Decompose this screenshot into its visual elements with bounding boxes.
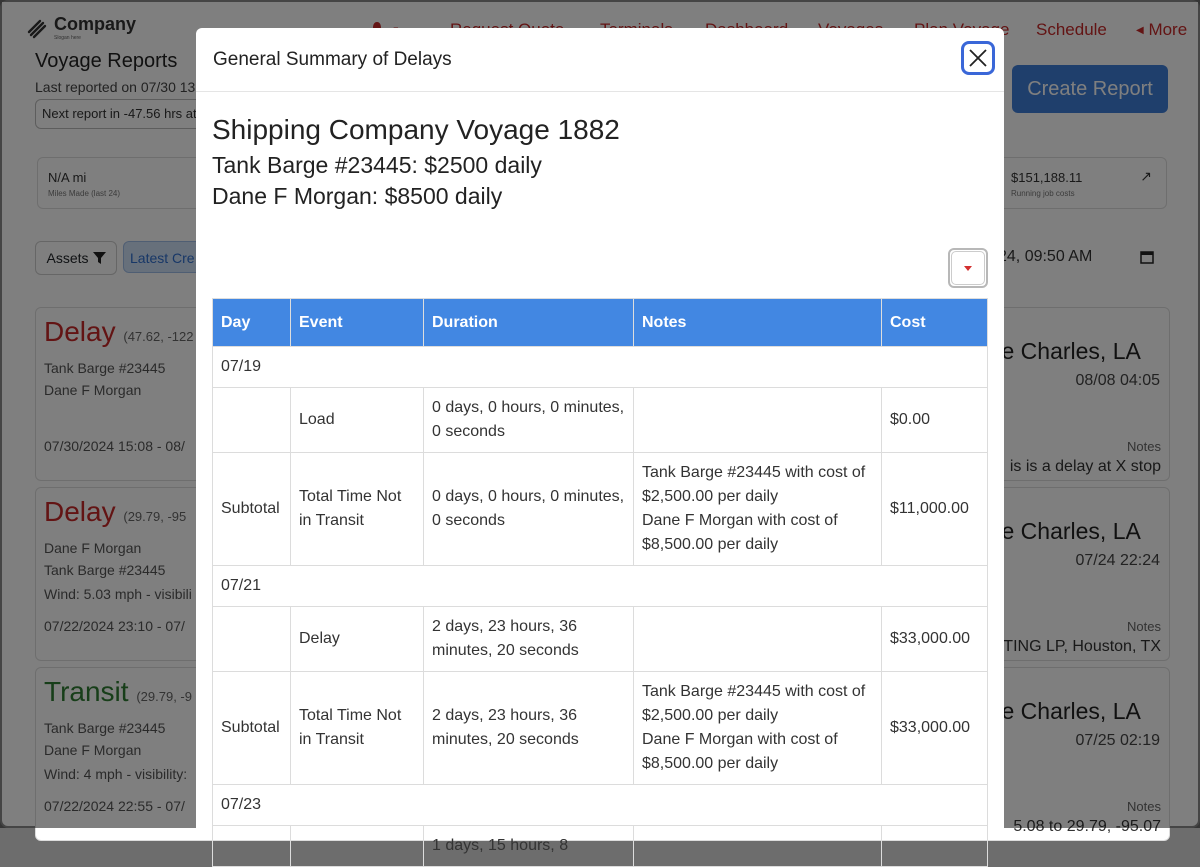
note-line: Tank Barge #23445 with cost of $2,500.00 per daily [642,464,866,505]
voyage-title: Shipping Company Voyage 1882 [212,114,620,145]
day-group-label: 07/23 [213,785,988,826]
modal-header [196,28,1004,92]
day-group-label: 07/21 [213,566,988,607]
column-header-event[interactable]: Event [291,299,424,347]
delay-summary-table [212,298,988,867]
cell-duration: 0 days, 0 hours, 0 minutes, 0 seconds [424,453,634,566]
cell-notes [634,388,882,453]
column-header-day[interactable]: Day [213,299,291,347]
subtotal-row [213,672,988,785]
cell-duration: 2 days, 23 hours, 36 minutes, 20 seconds [424,672,634,785]
rate-line: Dane F Morgan: $8500 daily [212,183,503,209]
cell-day [213,607,291,672]
cell-event: Load [291,388,424,453]
close-button[interactable] [961,41,995,75]
table-row [213,607,988,672]
caret-down-icon [964,266,972,271]
delay-summary-modal [196,28,1004,854]
column-header-cost[interactable]: Cost [882,299,988,347]
cell-event: Total Time Not in Transit [291,672,424,785]
cell-day [213,388,291,453]
day-group-row [213,785,988,826]
cell-duration: 0 days, 0 hours, 0 minutes, 0 seconds [424,388,634,453]
cell-day [213,826,291,867]
note-line: Tank Barge #23445 with cost of $2,500.00 per daily [642,683,866,724]
cell-duration: 2 days, 23 hours, 36 minutes, 20 seconds [424,607,634,672]
modal-body [196,114,1004,854]
cell-day: Subtotal [213,672,291,785]
cell-cost: $0.00 [882,388,988,453]
table-header-row [213,299,988,347]
cell-day: Subtotal [213,453,291,566]
cell-cost [882,826,988,867]
cell-notes [634,453,882,566]
subtotal-row [213,453,988,566]
note-line: Dane F Morgan with cost of $8,500.00 per daily [642,512,838,553]
day-group-row [213,566,988,607]
rate-line: Tank Barge #23445: $2500 daily [212,152,542,178]
cell-notes [634,826,882,867]
day-group-row [213,347,988,388]
day-group-label: 07/19 [213,347,988,388]
table-row [213,826,988,867]
cell-notes [634,607,882,672]
note-line: Dane F Morgan with cost of $8,500.00 per daily [642,731,838,772]
cell-cost: $33,000.00 [882,672,988,785]
table-row [213,388,988,453]
column-header-notes[interactable]: Notes [634,299,882,347]
cell-cost: $11,000.00 [882,453,988,566]
export-dropdown-button[interactable] [948,248,988,288]
dropdown-toggle [951,251,985,285]
cell-duration: 1 days, 15 hours, 8 [424,826,634,867]
column-header-duration[interactable]: Duration [424,299,634,347]
modal-title: General Summary of Delays [213,49,452,70]
cell-event [291,826,424,867]
cell-cost: $33,000.00 [882,607,988,672]
cell-event: Total Time Not in Transit [291,453,424,566]
cell-notes [634,672,882,785]
close-icon [969,49,987,67]
cell-event: Delay [291,607,424,672]
